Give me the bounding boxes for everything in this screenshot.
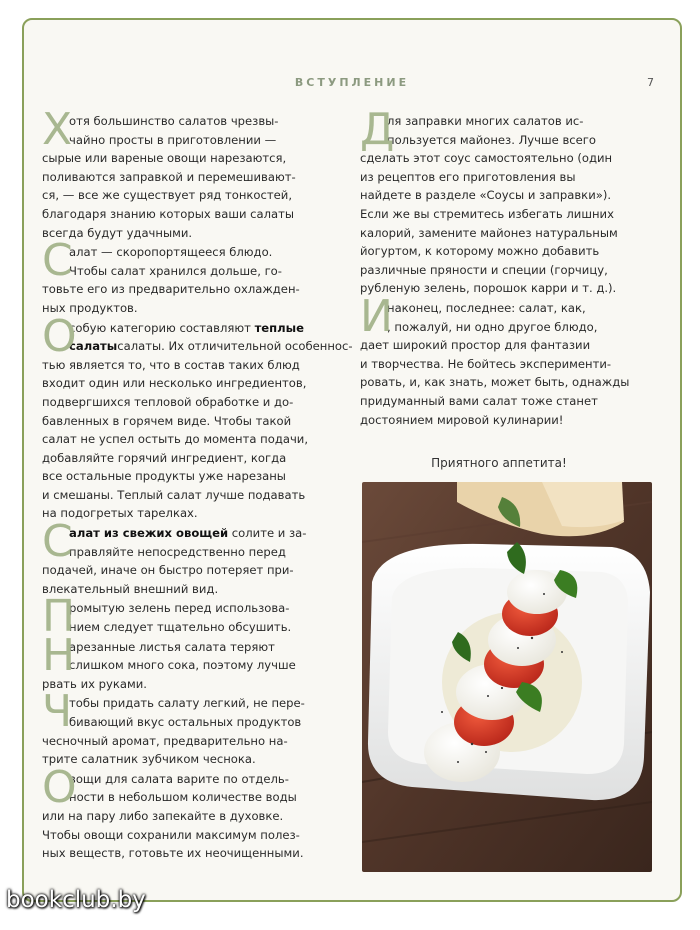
text-line: подачей, иначе он быстро потеряет при-	[42, 563, 294, 578]
text-line: из рецептов его приготовления вы	[360, 169, 576, 184]
text-line: салат не успел остыть до момента подачи,	[42, 432, 309, 447]
text-line: бавленных в горячем виде. Чтобы такой	[42, 413, 292, 428]
paragraph-perishable	[42, 235, 358, 317]
paragraph-garlic	[42, 686, 358, 768]
text-line: чесночный аромат, предварительно на-	[42, 733, 288, 748]
watermark: bookclub.by	[6, 887, 146, 913]
text-line: добавляйте горячий ингредиент, когда	[42, 450, 287, 465]
left-column	[42, 104, 358, 864]
text-line	[42, 337, 358, 356]
text-line: Чтобы овощи сохранили максимум полез-	[42, 827, 300, 842]
text-fragment: собую категорию составляют	[69, 320, 255, 335]
text-line: подвергшихся тепловой обработке и до-	[42, 394, 294, 409]
text-line: калорий, замените майонез натуральным	[360, 225, 618, 240]
text-line: благодаря знанию которых ваши салаты	[42, 206, 295, 221]
text-line: найдете в разделе «Соусы и заправки»).	[360, 188, 612, 203]
text-line: и смешаны. Теплый салат лучше подавать	[42, 487, 306, 502]
text-line: дает широкий простор для фантазии	[360, 338, 591, 353]
text-line: , пожалуй, ни одно другое блюдо,	[387, 319, 598, 334]
text-fragment: салаты. Их отличительной особеннос-	[117, 339, 353, 354]
text-line: бивающий вкус остальных продуктов	[69, 715, 302, 729]
text-line: арезанные листья салата теряют	[69, 639, 275, 654]
drop-cap: Д	[360, 104, 395, 155]
page-number: 7	[647, 76, 654, 89]
page-header	[24, 76, 680, 96]
text-line: нием следует тщательно обсушить.	[69, 620, 292, 635]
drop-cap: И	[360, 290, 393, 342]
text-line: пользуется майонез. Лучше всего	[387, 132, 596, 147]
text-line: все остальные продукты уже нарезаны	[42, 469, 286, 484]
text-line: трите салатник зубчиком чеснока.	[42, 752, 256, 767]
text-line: на подогретых тарелках.	[42, 506, 198, 521]
text-line: влекательный внешний вид.	[42, 581, 219, 596]
paragraph-fresh-vegetables	[42, 516, 358, 598]
text-line: тобы придать салату легкий, не пере-	[69, 696, 305, 711]
book-page	[22, 18, 682, 902]
text-line: и творчества. Не бойтесь эксперименти-	[360, 356, 612, 371]
text-line: слишком много сока, поэтому лучше	[69, 658, 296, 673]
drop-cap: Ч	[42, 686, 73, 738]
text-line: вощи для салата варите по отдель-	[69, 771, 289, 786]
paragraph-warm-salads	[42, 310, 358, 524]
text-line: или на пару либо запекайте в духовке.	[42, 808, 284, 823]
text-line: всегда будут удачными.	[42, 225, 193, 240]
text-line: отя большинство салатов чрезвы-	[69, 114, 279, 128]
text-line: правляйте непосредственно перед	[69, 544, 286, 559]
text-line: Если же вы стремитесь избегать лишних	[360, 206, 614, 221]
text-line: рвать их руками.	[42, 676, 147, 691]
text-line: Чтобы салат хранился дольше, го-	[69, 263, 282, 278]
text-line: поливаются заправкой и перемешивают-	[42, 169, 296, 184]
paragraph-intro	[42, 104, 358, 242]
text-line: ных веществ, готовьте их неочищенными.	[42, 846, 304, 861]
drop-cap: С	[42, 235, 73, 287]
paragraph-lettuce-leaves	[42, 629, 358, 694]
text-line: тью является то, что в состав таких блюд	[42, 357, 300, 372]
drop-cap: О	[42, 310, 77, 362]
paragraph-finally	[360, 290, 638, 429]
bold-term: алат из свежих овощей	[69, 526, 229, 541]
right-column	[360, 104, 638, 430]
text-line: товьте его из предварительно охлажден-	[42, 282, 300, 297]
text-line: йогуртом, к которому можно добавить	[360, 244, 600, 259]
drop-cap: О	[42, 761, 77, 813]
text-line: ности в небольшом количестве воды	[69, 790, 297, 805]
text-line: ных продуктов.	[42, 300, 138, 315]
paragraph-washed-greens	[42, 591, 358, 643]
text-line	[42, 319, 358, 338]
text-line: ся, — все же существует ряд тонкостей,	[42, 188, 293, 203]
text-line: различные пряности и специи (горчицу,	[360, 262, 608, 277]
text-line: придуманный вами салат тоже станет	[360, 393, 598, 408]
text-line: ромытую зелень перед использова-	[69, 601, 290, 616]
section-title: ВСТУПЛЕНИЕ	[294, 76, 410, 89]
paragraph-mayonnaise	[360, 104, 638, 298]
closing-wish: Приятного аппетита!	[431, 456, 567, 470]
text-line	[42, 524, 358, 543]
text-line: сделать этот соус самостоятельно (один	[360, 151, 613, 166]
text-line: сырые или вареные овощи нарезаются,	[42, 151, 287, 166]
bold-term: теплые	[254, 320, 304, 335]
text-line: рубленую зелень, порошок карри и т. д.).	[360, 281, 617, 296]
paragraph-boil-vegetables	[42, 761, 358, 863]
text-line: ровать, и, как знать, может быть, однажды	[360, 375, 630, 390]
text-line: чайно просты в приготовлении —	[69, 132, 277, 147]
text-line: входит один или несколько ингредиентов,	[42, 376, 307, 391]
drop-cap: Н	[42, 629, 76, 681]
drop-cap: Х	[42, 104, 73, 155]
drop-cap: С	[42, 516, 73, 568]
text-fragment: солите и за-	[228, 526, 307, 541]
text-line: наконец, последнее: салат, как,	[387, 300, 586, 315]
text-line: алат — скоропортящееся блюдо.	[69, 245, 273, 260]
drop-cap: П	[42, 591, 76, 643]
caprese-salad-photo	[362, 482, 652, 872]
text-line: ля заправки многих салатов ис-	[387, 114, 584, 128]
bold-term: салаты	[69, 339, 118, 354]
text-line: достоянием мировой кулинарии!	[360, 412, 564, 427]
